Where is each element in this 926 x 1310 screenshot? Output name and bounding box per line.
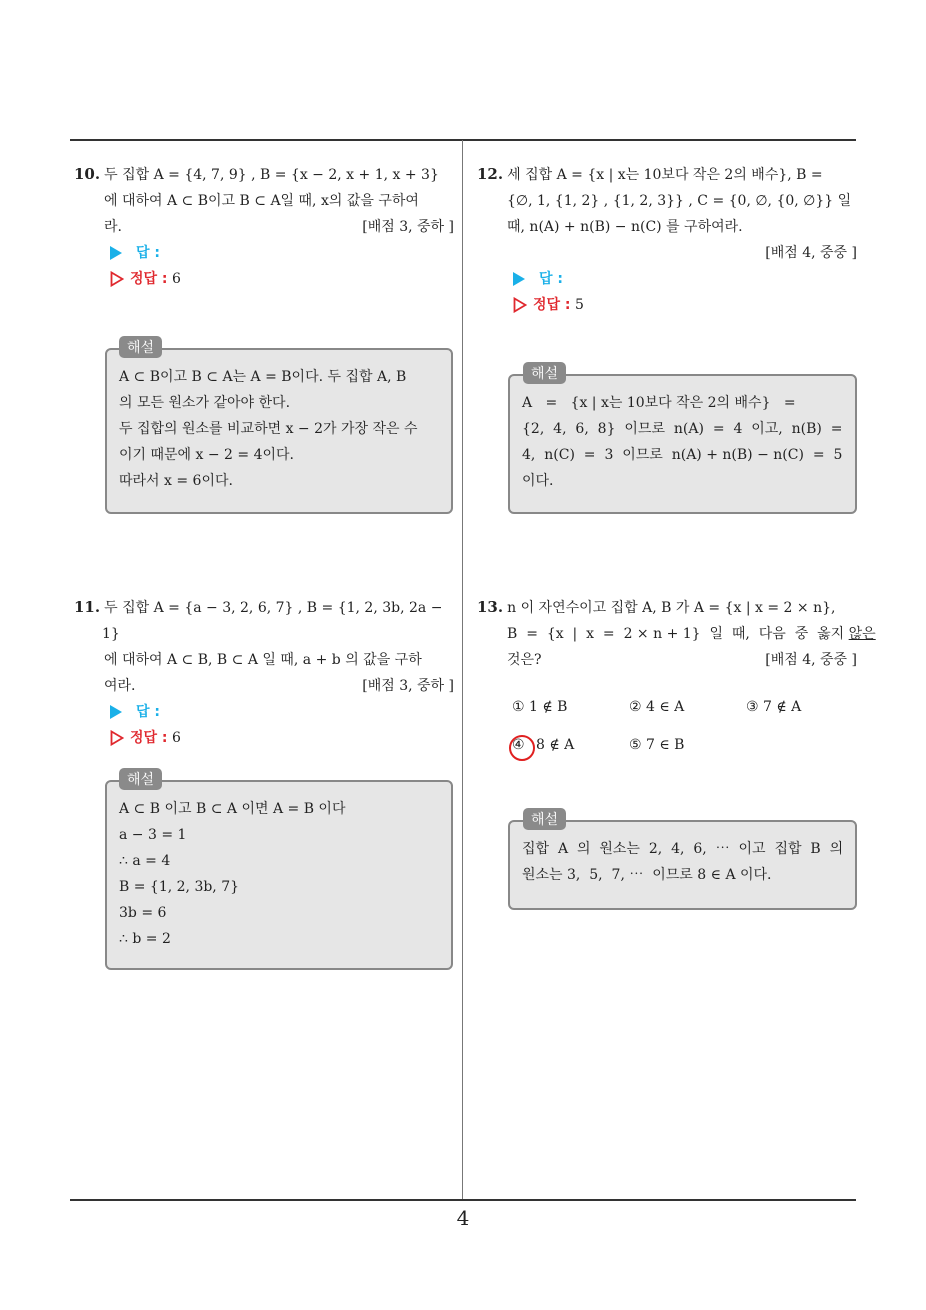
explanation-line: 원소는 3, 5, 7, ⋯ 이므로 8 ∈ A 이다. [522, 867, 772, 883]
explanation-line: 두 집합의 원소를 비교하면 x − 2가 가장 작은 수 [119, 421, 418, 437]
choice-2[interactable]: ② 4 ∈ A [629, 699, 685, 715]
question-text-line1: 세 집합 A = {x | x는 10보다 작은 2의 배수}, B = [507, 167, 823, 183]
score-label: [배점 3, 중하 ] [362, 219, 454, 235]
question-text-line3: 여라. [104, 678, 136, 694]
column-divider [462, 140, 463, 1200]
answer-row[interactable] [513, 266, 857, 292]
question-number: 13. [477, 598, 504, 616]
answer-label: 답 : [136, 704, 160, 720]
explanation-line: A ⊂ B이고 B ⊂ A는 A = B이다. 두 집합 A, B [119, 369, 407, 385]
question-text-line1: 두 집합 A = {4, 7, 9} , B = {x − 2, x + 1, x + 3} [104, 167, 439, 183]
underlined-word: 않은 [848, 626, 876, 642]
explanation-tag: 해설 [119, 336, 162, 358]
question-10 [74, 161, 454, 292]
page-number: 4 [456, 1206, 470, 1230]
question-text-line2: {∅, 1, {1, 2} , {1, 2, 3}} , C = {0, ∅, {0, ∅}} 일 [507, 193, 852, 209]
choice-4-number[interactable]: ④ [512, 737, 525, 753]
score-label: [배점 4, 중중 ] [765, 245, 857, 261]
question-text-line2: 에 대하여 A ⊂ B, B ⊂ A 일 때, a + b 의 값을 구하 [104, 652, 422, 668]
explanation-line: B = {1, 2, 3b, 7} [119, 879, 240, 895]
choice-4[interactable]: 8 ∉ A [536, 737, 575, 753]
correct-answer-row [110, 266, 454, 292]
selected-answer-circle [509, 735, 535, 761]
correct-answer-value: 6 [171, 271, 181, 287]
play-icon [110, 705, 122, 719]
correct-answer-label: 정답 : [130, 730, 168, 746]
choice-1[interactable]: ① 1 ∉ B [512, 699, 568, 715]
choice-5[interactable]: ⑤ 7 ∈ B [629, 737, 685, 753]
explanation-box-10 [105, 348, 453, 514]
question-text-line3: 때, n(A) + n(B) − n(C) 를 구하여라. [507, 219, 743, 235]
answer-label: 답 : [136, 245, 160, 261]
question-number: 12. [477, 165, 504, 183]
answer-label: 답 : [539, 271, 563, 287]
explanation-line: 3b = 6 [119, 905, 167, 921]
play-icon [513, 272, 525, 286]
question-text-line3: 것은? [507, 652, 542, 668]
correct-answer-value: 5 [574, 297, 584, 313]
play-icon [110, 246, 122, 260]
correct-answer-row [513, 292, 857, 318]
question-11 [74, 594, 454, 751]
explanation-line: 이기 때문에 x − 2 = 4이다. [119, 447, 294, 463]
triangle-outline-icon [110, 271, 124, 287]
explanation-box-13 [508, 820, 857, 910]
explanation-line: 의 모든 원소가 같아야 한다. [119, 395, 291, 411]
explanation-line: ∴ b = 2 [119, 931, 171, 947]
question-number: 10. [74, 165, 101, 183]
triangle-outline-icon [513, 297, 527, 313]
question-text-line3: 라. [104, 219, 122, 235]
score-label: [배점 4, 중중 ] [765, 652, 857, 668]
explanation-line: A ⊂ B 이고 B ⊂ A 이면 A = B 이다 [119, 801, 346, 817]
explanation-line: 4, n(C) = 3 이므로 n(A) + n(B) − n(C) = 5 [522, 447, 843, 463]
question-text-line1: n 이 자연수이고 집합 A, B 가 A = {x | x = 2 × n}, [507, 600, 836, 616]
explanation-tag: 해설 [523, 808, 566, 830]
explanation-line: 이다. [522, 473, 554, 489]
question-text-line2: B = {x | x = 2 × n + 1} 일 때, 다음 중 옳지 [507, 626, 849, 642]
top-rule [70, 139, 856, 141]
question-number: 11. [74, 598, 101, 616]
score-label: [배점 3, 중하 ] [362, 678, 454, 694]
correct-answer-label: 정답 : [533, 297, 571, 313]
question-text-line2: 에 대하여 A ⊂ B이고 B ⊂ A일 때, x의 값을 구하여 [104, 193, 419, 209]
explanation-tag: 해설 [523, 362, 566, 384]
choices [512, 699, 852, 769]
explanation-line: 집합 A 의 원소는 2, 4, 6, ⋯ 이고 집합 B 의 [522, 841, 844, 857]
question-13 [477, 594, 876, 673]
bottom-rule [70, 1199, 856, 1201]
answer-row[interactable] [110, 699, 454, 725]
explanation-line: {2, 4, 6, 8} 이므로 n(A) = 4 이고, n(B) = [522, 421, 843, 437]
triangle-outline-icon [110, 730, 124, 746]
explanation-line: a − 3 = 1 [119, 827, 187, 843]
correct-answer-row [110, 725, 454, 751]
explanation-line: A = {x | x는 10보다 작은 2의 배수} = [522, 395, 796, 411]
question-text-line1: 두 집합 A = {a − 3, 2, 6, 7} , B = {1, 2, 3b, 2a − 1} [102, 600, 443, 642]
question-12 [477, 161, 857, 318]
answer-row[interactable] [110, 240, 454, 266]
explanation-line: 따라서 x = 6이다. [119, 473, 233, 489]
explanation-box-12 [508, 374, 857, 514]
explanation-line: ∴ a = 4 [119, 853, 171, 869]
explanation-tag: 해설 [119, 768, 162, 790]
correct-answer-value: 6 [171, 730, 181, 746]
correct-answer-label: 정답 : [130, 271, 168, 287]
explanation-box-11 [105, 780, 453, 970]
choice-3[interactable]: ③ 7 ∉ A [746, 699, 802, 715]
